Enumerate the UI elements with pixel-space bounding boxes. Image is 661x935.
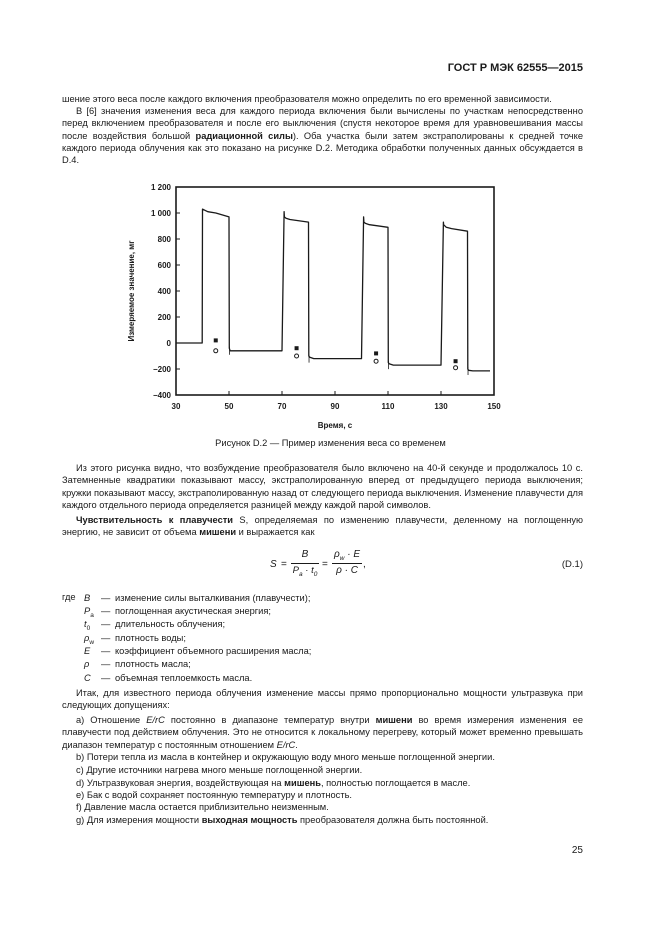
circle-marker [374,359,378,363]
y-axis-label: Измеряемое значение, мг [127,240,136,342]
square-marker [214,338,218,342]
assumption-a: a) Отношение E/rC постоянно в диапазоне температур внутри мишени во время измерения изменения ее плавучести под действием облучения. Это не относится к локальному перегреву, который может временно превышать диапазон температур с постоянным отношением E/rC. [62,715,583,750]
sensitivity-text-1: S, определяемая по изменению плавучести, деленному на поглощенную энергию, не зависит от объема [62,515,583,538]
sensitivity-paragraph [62,514,583,539]
formula-denominator-1: $P_a \cdot t_0$ [292,565,318,578]
intro-line: шение этого веса после каждого включения преобразователя можно определить по его временной зависимости. [62,94,552,104]
formula-fraction-bar-2 [332,563,362,564]
legend-symbol: B [84,593,91,603]
legend-text: поглощенная акустическая энергия; [115,606,271,616]
plot-frame [176,187,494,395]
term-buoyancy-sensitivity: Чувствительность к плавучести [76,515,234,525]
legend-intro: где [62,592,76,602]
circle-marker [214,349,218,353]
term-radiation-force: радиационной силы [195,130,293,141]
intro-text-1: В [6] значения изменения веса для каждого периода включения были вычислены по участкам непосредственно перед включением преобразователя и после его выключения (спустя некоторое время для уравновешивания массы после воздействия большой [62,106,583,141]
legend-symbol: $P_a$ [84,606,94,619]
y-tick-label: −400 [152,391,171,400]
legend-symbol: $t_0$ [84,619,91,632]
formula-numerator-1: B [301,549,309,560]
x-tick-label: 90 [330,402,340,411]
legend-symbol: C [84,673,91,683]
formula-numerator-2: $\rho_w \cdot E$ [334,549,360,562]
assumption-e: e) Бак с водой сохраняет постоянную температуру и плотность. [76,790,353,800]
square-marker [374,351,378,355]
y-tick-label: 0 [166,339,171,348]
legend-dash: — [101,606,111,616]
square-marker [454,359,458,363]
sensitivity-text-2: и выражается как [236,527,315,538]
intro-paragraph [62,105,583,166]
assumption-b: b) Потери тепла из масла в контейнер и окружающую воду много меньше поглощенной энергии. [76,752,495,762]
formula-equals-2: = [322,559,328,570]
formula-d1 [270,548,400,584]
legend-item [84,658,191,670]
legend-symbol: $\rho_w$ [84,633,95,646]
figure-caption: Рисунок D.2 — Пример изменения веса со временем [215,438,446,448]
legend-dash: — [101,659,111,669]
y-tick-label: 800 [157,235,171,244]
legend-dash: — [101,619,111,629]
legend-symbol: ρ [84,659,90,669]
formula-lhs: S [270,559,277,570]
y-tick-label: 600 [157,261,171,270]
square-marker [295,346,299,350]
legend-item [84,672,252,684]
term-target: мишени [199,527,237,538]
assumption-f: f) Давление масла остается приблизительно неизменным. [76,802,329,812]
formula-comma: , [363,559,366,570]
legend-text: объемная теплоемкость масла. [115,673,253,683]
weight-change-chart [100,176,520,436]
y-tick-label: 200 [157,313,171,322]
page-number: 25 [571,845,583,856]
x-tick-label: 130 [434,402,448,411]
formula-denominator-2: ρ · C [336,565,358,576]
formula-equals-1: = [281,559,287,570]
y-tick-label: 1 000 [150,209,171,218]
legend-dash: — [101,593,111,603]
x-tick-label: 70 [277,402,287,411]
formula-number: (D.1) [561,559,583,570]
legend-dash: — [101,673,111,683]
explanation-paragraph: Из этого рисунка видно, что возбуждение преобразователя было включено на 40-й секунде и продолжалось 10 с. Затемненные квадратики показывают массу, экстраполированную вперед от предыдущего периода выключения; кружки показывают массу, экстраполированную назад от следующего периода выключения. Изменение плавучести для каждого отдельного периода определяется разницей между каждой парой символов. [62,463,583,510]
legend-text: коэффициент объемного расширения масла; [115,646,312,656]
assumption-g: g) Для измерения мощности выходная мощность преобразователя должна быть постоянной. [76,815,489,825]
y-tick-label: −200 [152,365,171,374]
y-tick-label: 1 200 [150,183,171,192]
legend-text: изменение силы выталкивания (плавучести); [115,593,311,603]
legend-text: плотность воды; [115,633,186,643]
x-axis-label: Время, с [317,421,353,430]
legend-dash: — [101,633,111,643]
legend-item [84,645,311,657]
x-tick-label: 110 [381,402,395,411]
x-tick-label: 30 [171,402,181,411]
legend-text: длительность облучения; [115,619,226,629]
legend-item [84,592,310,604]
series-line [176,209,490,371]
assumption-d: d) Ультразвуковая энергия, воздействующая на мишень, полностью поглощается в масле. [76,778,471,788]
circle-marker [295,354,299,358]
x-tick-label: 50 [224,402,234,411]
circle-marker [454,366,458,370]
legend-text: плотность масла; [115,659,191,669]
assumptions-intro: Итак, для известного периода облучения изменение массы прямо пропорционально мощности ультразвука при следующих допущениях: [62,688,583,711]
document-header: ГОСТ Р МЭК 62555—2015 [447,62,583,74]
formula-fraction-bar-1 [291,563,319,564]
legend-symbol: E [84,646,91,656]
legend-dash: — [101,646,111,656]
assumption-c: c) Другие источники нагрева много меньше поглощенной энергии. [76,765,363,775]
intro-text-2: ). Оба участка были затем экстраполированы к средней точке каждого периода облучения как это показано на рисунке D.2. Методика обработки полученных данных обсуждается в D.4. [62,130,583,166]
y-tick-label: 400 [157,287,171,296]
x-tick-label: 150 [487,402,501,411]
